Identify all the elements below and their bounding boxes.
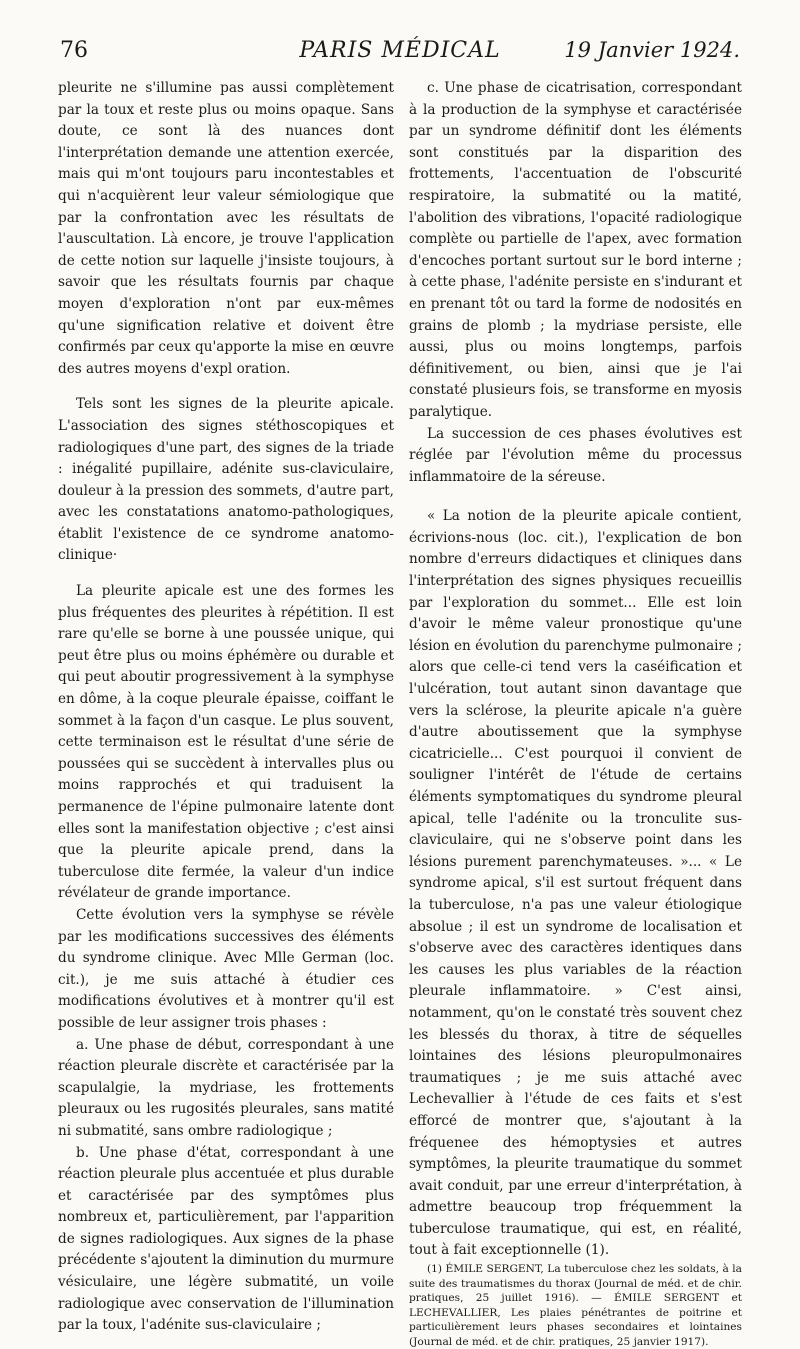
paragraph: c. Une phase de cicatrisation, correspondant à la production de la symphyse et caractérisée par un syndrome définitif dont les éléments sont constitués par la disparition des frottements, l'accentuation de l'obscurité respiratoire, la submatité ou la matité, l'abolition des vibrations, l'opacité radiologique complète ou partielle de l'apex, avec formation d'encoches portant surtout sur le bord interne ; à cette phase, l'adénite persiste en s'indurant et en prenant tôt ou tard la forme de nodosités en grains de plomb ; la mydriase persiste, elle aussi, plus ou moins longtemps, parfois définitivement, ou bien, ainsi que je l'ai constaté plusieurs fois, se transforme en myosis paralytique. [409,80,742,420]
page-header [60,38,740,68]
paragraph: La succession de ces phases évolutives est réglée par l'évolution même du processus inflammatoire de la séreuse. [409,425,742,485]
footnote: (1) ÉMILE SERGENT, La tuberculose chez les soldats, à la suite des traumatismes du thorax (Journal de méd. et de chir. pratiques, 25 juillet 1916). — ÉMILE SERGENT et LECHEVALLIER, Les plaies pénétrantes de poitrine et particulièrement leurs phases secondaires et lointaines (Journal de méd. et de chir. pratiques, 25 janvier 1917). [409,1263,742,1348]
paragraph: Cette évolution vers la symphyse se révèle par les modifications successives des éléments du syndrome clinique. Avec Mlle German (loc. cit.), je me suis attaché à étudier ces modifications évolutives et à montrer qu'il est possible de leur assigner trois phases : [58,906,394,1031]
paragraph: pleurite ne s'illumine pas aussi complètement par la toux et reste plus ou moins opaque. Sans doute, ce sont là des nuances dont l'interprétation demande une attention exercée, mais qui m'ont toujours paru incontestables et qui n'acquièrent leur valeur sémiologique que par la confrontation avec les résultats de l'auscultation. Là encore, je trouve l'application de cette notion sur laquelle j'insiste toujours, à savoir que les résultats fournis par chaque moyen d'exploration n'ont par eux-mêmes qu'une signification relative et doivent être confirmés par ceux qu'apporte la mise en œuvre des autres moyens d'expl oration. [58,80,394,377]
paragraph: « La notion de la pleurite apicale contient, écrivions-nous (loc. cit.), l'explication de bon nombre d'erreurs didactiques et cliniques dans l'interprétation des signes physiques recueillis par l'exploration du sommet... Elle est loin d'avoir le même valeur pronostique qu'une lésion en évolution du parenchyme pulmonaire ; alors que celle-ci tend vers la caséification et l'ulcération, tout autant sinon davantage que vers la sclérose, la pleurite apicale n'a guère d'autre aboutissement que la symphyse cicatricielle... C'est pourquoi il convient de souligner l'intérêt de l'étude de certains éléments symptomatiques du syndrome pleural apical, telle l'adénite ou la tronculite sus-claviculaire, qui ne s'observe point dans les lésions purement parenchymateuses. »... « Le syndrome apical, s'il est surtout fréquent dans la tuberculose, n'a pas une valeur étiologique absolue ; il est un syndrome de localisation et s'observe avec des caractères identiques dans les causes les plus variables de la réaction pleurale inflammatoire. » C'est ainsi, notamment, qu'on le constaté très souvent chez les blessés du thorax, à titre de séquelles lointaines des lésions pleuropulmonaires traumatiques ; je me suis attaché avec Lechevallier à l'étude de ces faits et s'est efforcé de montrer que, s'ajoutant à la fréquenee des hémoptysies et autres symptômes, la pleurite traumatique du sommet avait conduit, par une erreur d'interprétation, à admettre beaucoup trop fréquemment la tuberculose traumatique, qui est, en réalité, tout à fait exceptionnelle (1). [409,508,742,1259]
page-number: 76 [60,38,88,63]
issue-date: 19 Janvier 1924. [564,38,740,62]
paragraph: La pleurite apicale est une des formes les plus fréquentes des pleurites à répétition. Il est rare qu'elle se borne à une poussée unique, qui peut être plus ou moins éphémère ou durable et qui peut aboutir progressivement à la symphyse en dôme, à la coque pleurale épaisse, coiffant le sommet à la façon d'un casque. Le plus souvent, cette terminaison est le résultat d'une série de poussées qui se succèdent à intervalles plus ou moins rapprochés et qui traduisent la permanence de l'épine pulmonaire latente dont elles sont la manifestation objective ; c'est ainsi que la pleurite apicale prend, dans la tuberculose dite fermée, la valeur d'un indice révélateur de grande importance. [58,583,394,902]
left-column [58,78,394,1337]
right-column [409,78,742,1349]
journal-title: PARIS MÉDICAL [299,38,501,63]
paragraph: a. Une phase de début, correspondant à une réaction pleurale discrète et caractérisée par la scapulalgie, la mydriase, les frottements pleuraux ou les rugosités pleurales, sans matité ni submatité, sans ombre radiologique ; [58,1036,394,1139]
paragraph: Tels sont les signes de la pleurite apicale. L'association des signes stéthoscopiques et radiologiques d'une part, des signes de la triade : inégalité pupillaire, adénite sus-claviculaire, douleur à la pression des sommets, d'autre part, avec les constatations anatomo-pathologiques, établit l'existence de ce syndrome anatomo-clinique· [58,396,394,564]
paragraph: b. Une phase d'état, correspondant à une réaction pleurale plus accentuée et plus durable et caractérisée par des symptômes plus nombreux et, particulièrement, par l'apparition de signes radiologiques. Aux signes de la phase précédente s'ajoutent la diminution du murmure vésiculaire, une légère submatité, un voile radiologique avec conservation de l'illumination par la toux, l'adénite sus-claviculaire ; [58,1144,395,1334]
